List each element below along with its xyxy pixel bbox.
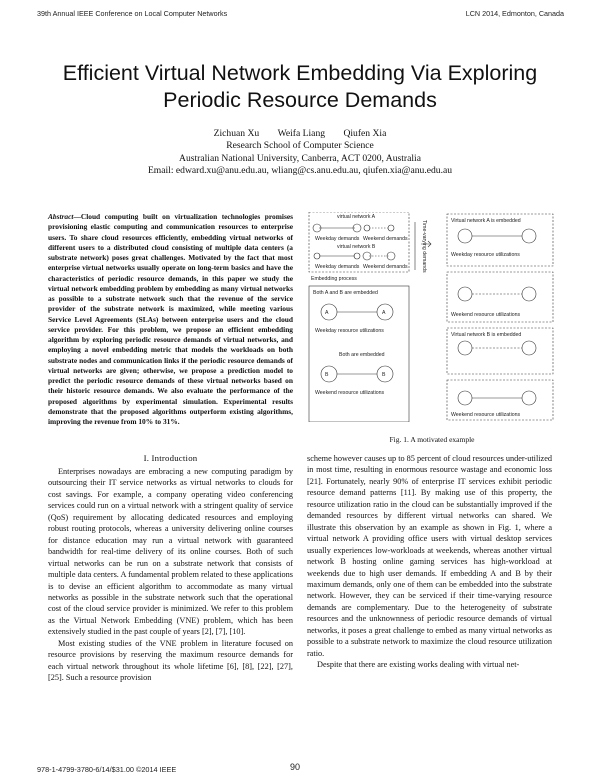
title-line-2: Periodic Resource Demands — [163, 88, 437, 112]
fig-label: Weekday demands — [315, 264, 360, 270]
author-block — [0, 128, 600, 178]
vn-a-node — [388, 225, 394, 231]
fig-label: Virtual network A is embedded — [451, 218, 521, 224]
running-header-left: 39th Annual IEEE Conference on Local Computer Networks — [37, 9, 228, 18]
author-email: Email: edward.xu@anu.edu.au, wliang@cs.anu.edu.au, qiufen.xia@anu.edu.au — [147, 165, 453, 177]
substrate-node — [522, 229, 536, 243]
author-names — [0, 128, 600, 140]
fig-node-label: A — [325, 310, 329, 316]
substrate-node — [458, 391, 472, 405]
fig-label: Weekend resource utilizations — [451, 412, 521, 418]
substrate-node — [522, 287, 536, 301]
substrate-node — [522, 341, 536, 355]
fig-label: Weekday resource utilizations — [315, 328, 384, 334]
author-name: Weifa Liang — [277, 128, 326, 139]
fig-label: Weekend demands — [363, 236, 408, 242]
paragraph: scheme however causes up to 85 percent of cloud resources under-utilized in most time, resulting in enormous resource wastage and economic loss [21]. Fortunately, nearly 90% of enterprise IT services exhibit periodic resource demand patterns [11]. By making use of this property, the resource utilization ratio in the cloud can be substantially improved if the demanded resources by different virtual networks can shared. We illustrate this observation by an example as shown in Fig. 1, where a virtual network A providing office users with virtual desktop services usually experiences low-workloads at weekends, whereas another virtual network B hosting online gaming services has high-workload at weekends due to high user demands. If embedding A and B by their maximum demands, only one of them can be embedded into the substrate network. However, they can be serviced if their time-varying resource demands are complementary. Due to the heterogeneity of substrate resources and the unknownness of periodic resource demands of virtual networks, it poses a great challenge to embed as many virtual networks as possible to a substrate network to maximize the cloud resource utilization ratio. — [307, 454, 552, 658]
fig-label: Weekend demands — [363, 264, 408, 270]
fig-label: Both are embedded — [339, 352, 385, 358]
figure-caption: Fig. 1. A motivated example — [389, 435, 475, 444]
fig-label: virtual network A — [337, 214, 376, 220]
author-university: Australian National University, Canberra, ACT 0200, Australia — [179, 152, 421, 164]
substrate-node — [321, 366, 337, 382]
body-column-right — [307, 453, 552, 671]
section-heading: I. Introduction — [143, 453, 198, 463]
page-number: 90 — [290, 762, 301, 772]
fig-label: Weekend resource utilizations — [451, 312, 521, 318]
running-header-right: LCN 2014, Edmonton, Canada — [465, 9, 564, 18]
substrate-node — [321, 304, 337, 320]
fig-label: Both A and B are embedded — [313, 290, 378, 296]
substrate-node — [458, 287, 472, 301]
fig-label: Weekday resource utilizations — [451, 252, 520, 258]
fig-label: Weekend resource utilizations — [315, 390, 385, 396]
fig-label: virtual network B — [337, 244, 376, 250]
fig-label: Time-varying demands — [421, 220, 427, 273]
footer-isbn: 978-1-4799-3780-6/14/$31.00 ©2014 IEEE — [37, 765, 177, 774]
author-name: Qiufen Xia — [343, 128, 387, 139]
abstract — [48, 212, 293, 427]
substrate-node — [458, 341, 472, 355]
substrate-node — [522, 391, 536, 405]
title-line-1: Efficient Virtual Network Embedding Via Exploring — [62, 61, 538, 85]
body-column-left — [48, 466, 293, 684]
figure-1 — [307, 212, 557, 422]
fig-label: Virtual network B is embedded — [451, 332, 522, 338]
fig-node-label: A — [382, 310, 386, 316]
substrate-node — [458, 229, 472, 243]
author-name: Zichuan Xu — [213, 128, 260, 139]
vn-panel-box — [309, 212, 409, 272]
abstract-label: Abstract — [48, 212, 74, 221]
paragraph: Enterprises nowadays are embracing a new computing paradigm by outsourcing their IT service networks as virtual networks to clouds for cost savings. For example, a company operating video conferencing services could run on a virtual network with a stringent quality of service (QoS) requirement by allocating dedicated resources and employing robust routing protocols, whereas a university delivering online courses for distance education may run a virtual network with guaranteed bandwidth for real-time delivery of its online courses. Both of such virtual networks can be run on a substrate network that consists of multiple data centers. A fundamental problem related to these applications is to devise an efficient algorithm to accommodate as many virtual networks as possible in the substrate network such that the operational cost of the cloud service provider is minimized. We refer to this problem as the Virtual Network Embedding (VNE) problem, which has been extensively studied in the past couple of years [2], [7], [10]. — [48, 467, 293, 637]
paper-title — [20, 60, 580, 114]
fig-label: Embedding process — [311, 276, 357, 282]
abstract-text: —Cloud computing built on virtualization technologies promises provisioning elastic computing and communication resources to enterprise users. To share cloud resources efficiently, embedding virtual networks of different users to a distributed cloud consisting of multiple data centers (a substrate network) poses great challenges. Motivated by the fact that most enterprise virtual networks usually operate on long-term basics and have the characteristics of periodic resource demands, in this paper we study the virtual network embedding problem by embedding as many virtual networks as possible to a substrate network such that the revenue of the service provider of the substrate network is maximized, while meeting various Service Level Agreements (SLAs) between enterprise users and the cloud service provider. For this problem, we propose an efficient embedding algorithm by exploring periodic resource demands of virtual networks, and employing a novel embedding metric that models the workloads on both substrate nodes and communication links if the periodic resource demands of virtual networks are given; otherwise, we propose a prediction model to predict the periodic resource demands of these virtual networks based on their historic resource demands. We also evaluate the performance of the proposed algorithms by experimental simulation. Experimental results demonstrate that the proposed algorithms outperform existing algorithms, improving the revenue from 10% to 31%. — [48, 212, 293, 426]
fig-node-label: B — [325, 372, 329, 378]
paragraph: Despite that there are existing works dealing with virtual net- — [317, 660, 520, 670]
fig-node-label: B — [382, 372, 386, 378]
author-school: Research School of Computer Science — [226, 140, 374, 152]
paragraph: Most existing studies of the VNE problem in literature focused on resource provisions by reserving the maximum resource demands for each virtual network throughout its whole lifetime [6], [8], [22], [27], [25]. Such a resource provision — [48, 638, 293, 683]
fig-label: Weekday demands — [315, 236, 360, 242]
